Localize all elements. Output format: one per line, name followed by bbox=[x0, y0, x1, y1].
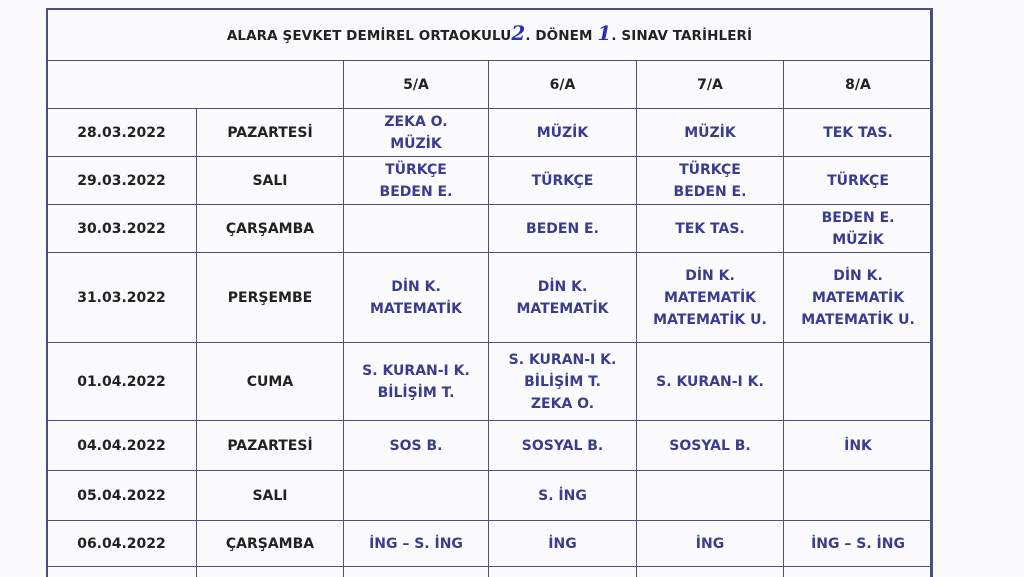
header-blank-cell bbox=[47, 61, 344, 109]
exam-cell-6a bbox=[489, 109, 637, 157]
exam-cell-6a bbox=[489, 205, 637, 253]
table-row bbox=[47, 471, 933, 521]
table-title bbox=[47, 9, 933, 61]
exam-cell-8a bbox=[784, 343, 933, 421]
date-cell: 29.03.2022 bbox=[47, 157, 197, 205]
exam-subject: DİN K. bbox=[391, 278, 441, 295]
class-header-8a: 8/A bbox=[784, 61, 933, 109]
table-row bbox=[47, 421, 933, 471]
exam-subject: MATEMATİK U. bbox=[801, 311, 915, 328]
day-cell: ÇARŞAMBA bbox=[197, 521, 344, 567]
exam-cell-8a bbox=[784, 109, 933, 157]
day-cell: PERŞEMBE bbox=[197, 253, 344, 343]
exam-cell-7a bbox=[637, 157, 784, 205]
exam-cell-7a bbox=[637, 253, 784, 343]
exam-subject: DİN K. bbox=[685, 267, 735, 284]
exam-subject: ZEKA O. bbox=[530, 395, 595, 412]
day-cell: PAZARTESİ bbox=[197, 109, 344, 157]
exam-cell-5a bbox=[344, 343, 489, 421]
exam-cell-6a bbox=[489, 157, 637, 205]
exam-cell-5a bbox=[344, 471, 489, 521]
table-row bbox=[47, 521, 933, 567]
exam-cell-5a bbox=[344, 421, 489, 471]
class-header-6a: 6/A bbox=[489, 61, 637, 109]
exam-subject: BEDEN E. bbox=[379, 183, 453, 200]
day-cell: SALI bbox=[197, 157, 344, 205]
date-cell: 28.03.2022 bbox=[47, 109, 197, 157]
exam-cell-8a bbox=[784, 421, 933, 471]
date-cell: 30.03.2022 bbox=[47, 205, 197, 253]
exam-cell-7a bbox=[637, 521, 784, 567]
exam-subject: MÜZİK bbox=[684, 124, 736, 141]
exam-subject: MATEMATİK bbox=[811, 289, 905, 306]
exam-subject: İNG – S. İNG bbox=[369, 535, 463, 552]
exam-subject: ZEKA O. bbox=[384, 113, 448, 130]
exam-subject: MATEMATİK U. bbox=[653, 311, 767, 328]
empty-cell bbox=[344, 567, 489, 577]
exam-subject: DİN K. bbox=[833, 267, 883, 284]
header-row bbox=[47, 61, 933, 109]
table-row bbox=[47, 253, 933, 343]
exam-subject: TÜRKÇE bbox=[385, 161, 447, 178]
empty-cell bbox=[47, 567, 197, 577]
class-header-5a: 5/A bbox=[344, 61, 489, 109]
date-cell: 01.04.2022 bbox=[47, 343, 197, 421]
empty-cell bbox=[489, 567, 637, 577]
exam-subject: TÜRKÇE bbox=[827, 172, 889, 189]
exam-subject: BEDEN E. bbox=[673, 183, 747, 200]
table-row bbox=[47, 157, 933, 205]
exam-cell-8a bbox=[784, 205, 933, 253]
exam-subject: S. İNG bbox=[538, 487, 587, 504]
exam-subject: S. KURAN-I K. bbox=[508, 351, 617, 368]
day-cell: ÇARŞAMBA bbox=[197, 205, 344, 253]
empty-cell bbox=[637, 567, 784, 577]
exam-subject: BEDEN E. bbox=[526, 220, 599, 237]
exam-cell-7a bbox=[637, 205, 784, 253]
exam-cell-8a bbox=[784, 157, 933, 205]
exam-cell-7a bbox=[637, 471, 784, 521]
empty-cell bbox=[784, 567, 933, 577]
exam-subject: BİLİŞİM T. bbox=[377, 384, 455, 401]
exam-subject: İNK bbox=[844, 437, 872, 454]
title-row bbox=[47, 9, 933, 61]
exam-subject: TÜRKÇE bbox=[679, 161, 741, 178]
table-row bbox=[47, 343, 933, 421]
exam-subject: TÜRKÇE bbox=[531, 172, 594, 189]
date-cell: 06.04.2022 bbox=[47, 521, 197, 567]
day-cell: SALI bbox=[197, 471, 344, 521]
exam-subject: SOSYAL B. bbox=[669, 437, 751, 454]
exam-subject: TEK TAS. bbox=[823, 124, 893, 141]
exam-subject: MATEMATİK bbox=[516, 300, 609, 317]
title-middle: . DÖNEM bbox=[525, 28, 598, 44]
exam-subject: İNG bbox=[695, 535, 725, 552]
table-row bbox=[47, 109, 933, 157]
handwritten-exam-number: 1 bbox=[597, 21, 612, 45]
exam-subject: BİLİŞİM T. bbox=[524, 373, 601, 390]
empty-cell bbox=[197, 567, 344, 577]
exam-cell-5a bbox=[344, 157, 489, 205]
exam-subject: S. KURAN-I K. bbox=[656, 373, 764, 390]
day-cell: PAZARTESİ bbox=[197, 421, 344, 471]
table-row-partial bbox=[47, 567, 933, 577]
exam-cell-6a bbox=[489, 521, 637, 567]
exam-subject: İNG – S. İNG bbox=[811, 535, 905, 552]
exam-subject: MATEMATİK bbox=[663, 289, 757, 306]
exam-cell-6a bbox=[489, 343, 637, 421]
exam-subject: MATEMATİK bbox=[369, 300, 463, 317]
date-cell: 04.04.2022 bbox=[47, 421, 197, 471]
exam-schedule-table bbox=[46, 8, 933, 577]
exam-subject: S. KURAN-I K. bbox=[362, 362, 470, 379]
exam-subject: SOSYAL B. bbox=[521, 437, 604, 454]
handwritten-term-number: 2 bbox=[511, 21, 526, 45]
exam-cell-5a bbox=[344, 205, 489, 253]
exam-cell-5a bbox=[344, 521, 489, 567]
exam-subject: MÜZİK bbox=[390, 135, 442, 152]
title-suffix: . SINAV TARİHLERİ bbox=[611, 28, 753, 44]
class-header-7a: 7/A bbox=[637, 61, 784, 109]
exam-cell-5a bbox=[344, 109, 489, 157]
day-cell: CUMA bbox=[197, 343, 344, 421]
date-cell: 31.03.2022 bbox=[47, 253, 197, 343]
date-cell: 05.04.2022 bbox=[47, 471, 197, 521]
exam-cell-8a bbox=[784, 253, 933, 343]
exam-subject: TEK TAS. bbox=[675, 220, 745, 237]
exam-cell-7a bbox=[637, 421, 784, 471]
exam-subject: DİN K. bbox=[537, 278, 588, 295]
exam-cell-6a bbox=[489, 471, 637, 521]
exam-subject: MÜZİK bbox=[832, 231, 884, 248]
exam-cell-8a bbox=[784, 521, 933, 567]
exam-cell-6a bbox=[489, 421, 637, 471]
table-row bbox=[47, 205, 933, 253]
title-prefix: ALARA ŞEVKET DEMİREL ORTAOKULU bbox=[226, 28, 512, 44]
exam-cell-7a bbox=[637, 343, 784, 421]
exam-cell-8a bbox=[784, 471, 933, 521]
exam-cell-7a bbox=[637, 109, 784, 157]
exam-subject: İNG bbox=[548, 535, 577, 552]
exam-subject: MÜZİK bbox=[536, 124, 589, 141]
exam-cell-5a bbox=[344, 253, 489, 343]
exam-subject: BEDEN E. bbox=[821, 209, 895, 226]
exam-cell-6a bbox=[489, 253, 637, 343]
exam-subject: SOS B. bbox=[389, 437, 443, 454]
